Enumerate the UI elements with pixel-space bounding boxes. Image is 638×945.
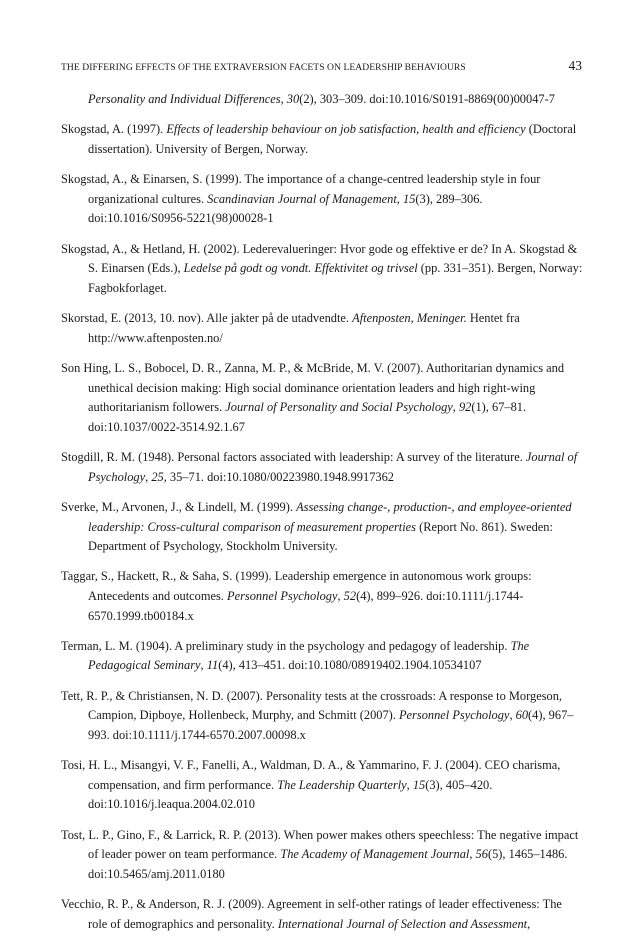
reference-text: ,	[469, 847, 476, 862]
reference-italic-text: International Journal of Selection and Assessment	[277, 916, 528, 931]
reference-italic-text: Aftenposten, Meninger.	[352, 311, 467, 326]
reference-text: Skogstad, A. (1997).	[61, 122, 167, 137]
reference-text: (3), 405–420. doi:10.1016/j.leaqua.2004.02.010	[88, 777, 493, 812]
reference-italic-text: Personnel Psychology	[227, 588, 338, 603]
reference-italic-text: Ledelse på godt og vondt. Effektivitet og trivsel	[183, 261, 418, 276]
reference-text: Tosi, H. L., Misangyi, V. F., Fanelli, A., Waldman, D. A., & Yammarino, F. J. (2004). CEO charisma, compensation, and firm performance.	[61, 758, 561, 792]
reference-entry	[61, 637, 583, 676]
reference-entry	[61, 826, 583, 885]
reference-text: , 35–71. doi:10.1080/00223980.1948.9917362	[163, 469, 394, 484]
reference-text: Sverke, M., Arvonen, J., & Lindell, M. (1999).	[61, 499, 297, 514]
reference-italic-text: 92	[458, 400, 472, 415]
reference-text: ,	[337, 588, 344, 603]
reference-text: Terman, L. M. (1904). A preliminary study in the psychology and pedagogy of leadership.	[61, 638, 511, 653]
reference-text: (2), 303–309. doi:10.1016/S0191-8869(00)00047-7	[299, 92, 555, 106]
reference-text: (5), 1465–1486. doi:10.5465/amj.2011.0180	[88, 847, 568, 881]
reference-text: ,	[396, 191, 403, 206]
reference-entry	[61, 309, 583, 348]
reference-text: ,	[406, 777, 413, 792]
reference-italic-text: 25	[151, 469, 164, 484]
reference-italic-text: Personnel Psychology	[398, 708, 510, 723]
reference-list	[61, 90, 583, 945]
reference-italic-text: Journal of Psychology	[88, 450, 578, 484]
reference-entry	[61, 240, 583, 299]
reference-entry	[61, 90, 583, 110]
reference-entry	[61, 895, 583, 934]
reference-text: ,	[509, 708, 516, 723]
reference-entry	[61, 687, 583, 746]
reference-entry	[61, 170, 583, 229]
reference-italic-text: The Pedagogical Seminary	[88, 638, 530, 673]
reference-italic-text: Effects of leadership behaviour on job satisfaction, health and efficiency	[166, 122, 526, 137]
reference-italic-text: 52	[343, 588, 357, 603]
reference-text: Stogdill, R. M. (1948). Personal factors associated with leadership: A survey of the literature.	[61, 450, 526, 465]
reference-italic-text: 15	[412, 777, 426, 792]
reference-text: Vecchio, R. P., & Anderson, R. J. (2009). Agreement in self-other ratings of leader effectiveness: The role of demographics and personality.	[61, 897, 562, 931]
reference-text: ,	[145, 469, 152, 484]
running-head: THE DIFFERING EFFECTS OF THE EXTRAVERSION FACETS ON LEADERSHIP BEHAVIOURS	[61, 62, 466, 73]
reference-entry	[61, 498, 583, 557]
reference-text: (Doctoral dissertation). University of Bergen, Norway.	[88, 122, 577, 156]
reference-italic-text: Scandinavian Journal of Management	[207, 191, 397, 206]
reference-italic-text: 60	[515, 708, 529, 723]
reference-italic-text: Journal of Personality and Social Psychology	[225, 400, 453, 415]
reference-entry	[61, 359, 583, 437]
reference-text: Hentet fra http://www.aftenposten.no/	[88, 311, 520, 345]
reference-italic-text: Personality and Individual Differences	[88, 92, 281, 106]
reference-italic-text: Assessing change-, production-, and employee-oriented leadership: Cross-cultural comparison of measurement properties	[88, 499, 572, 534]
reference-text: (4), 967–993. doi:10.1111/j.1744-6570.2007.00098.x	[88, 708, 574, 742]
reference-text: Son Hing, L. S., Bobocel, D. R., Zanna, M. P., & McBride, M. V. (2007). Authoritarian dynamics and unethical decision making: High social dominance orientation leaders and high right-wing authoritarianism followers.	[61, 360, 565, 415]
reference-italic-text: 11	[206, 658, 219, 673]
page-number: 43	[568, 58, 582, 73]
reference-text: Skogstad, A., & Hetland, H. (2002). Lederevalueringer: Hvor gode og effektive er de? In A. Skogstad & S. Einarsen (Eds.),	[61, 241, 578, 276]
reference-text: ,	[527, 916, 531, 931]
reference-text: Skorstad, E. (2013, 10. nov). Alle jakter på de utadvendte.	[61, 311, 353, 326]
reference-text: Taggar, S., Hackett, R., & Saha, S. (1999). Leadership emergence in autonomous work groups: Antecedents and outcomes.	[61, 569, 532, 603]
reference-text: (4), 413–451. doi:10.1080/08919402.1904.10534107	[218, 658, 482, 673]
reference-entry	[61, 448, 583, 487]
reference-italic-text: The Academy of Management Journal	[280, 847, 470, 862]
reference-italic-text: 30	[286, 92, 300, 106]
reference-text: ,	[280, 92, 287, 106]
reference-italic-text: The Leadership Quarterly	[277, 777, 407, 792]
reference-entry	[61, 567, 583, 626]
reference-text: Tett, R. P., & Christiansen, N. D. (2007). Personality tests at the crossroads: A response to Morgeson, Campion, Dipboye, Hollenbeck, Murphy, and Schmitt (2007).	[61, 688, 563, 723]
reference-italic-text: 56	[475, 847, 488, 862]
reference-entry	[61, 756, 583, 815]
reference-entry	[61, 120, 583, 159]
reference-text: Tost, L. P., Gino, F., & Larrick, R. P. (2013). When power makes others speechless: The negative impact of leader power on team performance.	[61, 827, 579, 862]
reference-text: ,	[452, 400, 459, 415]
reference-text: ,	[200, 658, 207, 673]
reference-text: (Report No. 861). Sweden: Department of Psychology, Stockholm University.	[88, 519, 553, 554]
reference-text: (1), 67–81. doi:10.1037/0022-3514.92.1.67	[88, 400, 527, 434]
reference-text: (pp. 331–351). Bergen, Norway: Fagbokforlaget.	[88, 261, 583, 295]
reference-text: (4), 899–926. doi:10.1111/j.1744-6570.1999.tb00184.x	[88, 588, 524, 623]
reference-text: Skogstad, A., & Einarsen, S. (1999). The importance of a change-centred leadership style in four organizational cultures.	[61, 172, 541, 206]
reference-text: (3), 289–306. doi:10.1016/S0956-5221(98)00028-1	[88, 191, 483, 226]
reference-italic-text: 15	[403, 191, 416, 206]
